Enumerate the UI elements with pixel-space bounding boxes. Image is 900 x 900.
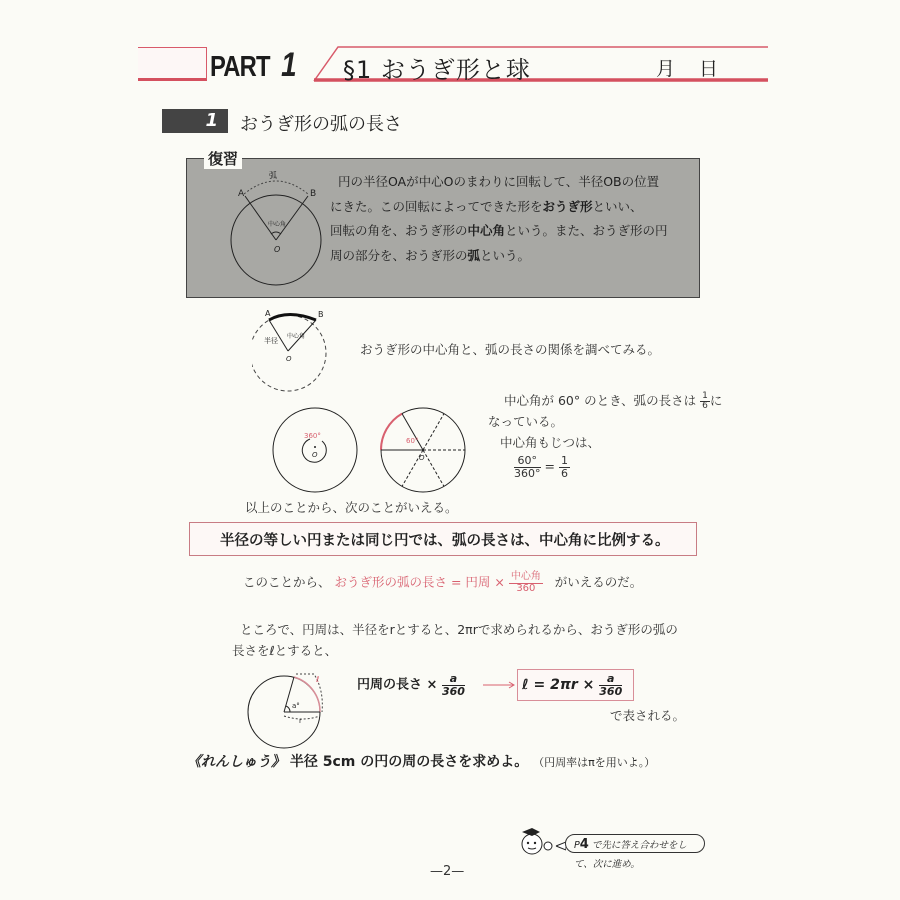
svg-text:A: A xyxy=(238,189,245,199)
svg-text:O: O xyxy=(286,355,292,363)
sector-definition-diagram xyxy=(226,166,326,296)
date-field: 月 日 xyxy=(656,58,719,80)
svg-text:中心角: 中心角 xyxy=(268,221,287,228)
review-tag: 復習 xyxy=(204,148,242,169)
note-line-3: 中心角もじつは、 xyxy=(500,435,601,451)
svg-text:r: r xyxy=(299,717,302,725)
svg-text:O: O xyxy=(419,454,425,462)
conclusion-intro: 以上のことから、次のことがいえる。 xyxy=(245,500,458,515)
part-label xyxy=(210,46,296,85)
eq-den: 360° xyxy=(514,466,541,480)
boxed-den: 360 xyxy=(599,684,623,698)
sixths-diagram xyxy=(378,405,468,495)
arc-length-diagram xyxy=(244,670,334,750)
term-arc: 弧 xyxy=(467,247,481,263)
review-line-4b: という。 xyxy=(480,247,531,263)
svg-text:B: B xyxy=(310,189,317,199)
part-number: 1 xyxy=(281,46,296,84)
note-frac-num: 1 xyxy=(702,390,708,401)
svg-text:弧: 弧 xyxy=(269,171,277,180)
para-line-2: 長さをℓとすると、 xyxy=(232,643,338,658)
svg-text:O: O xyxy=(274,245,281,254)
boxed-text: ℓ = 2πr × xyxy=(522,677,595,694)
lhs-den: 360 xyxy=(441,684,465,698)
arc-length-formula: おうぎ形の弧の長さ = 円周 × xyxy=(334,574,505,590)
hint-text: で先に答え合わせをして、次に進め。 xyxy=(574,840,687,870)
answer-check-hint xyxy=(565,834,705,870)
exercise-tag: 《れんしゅう》 xyxy=(187,754,285,770)
review-line-3a: 回転の角を、おうぎ形の xyxy=(330,223,468,238)
review-line-4a: 周の部分を、おうぎ形の xyxy=(330,247,468,263)
circumference-times-ratio xyxy=(357,673,465,697)
eq-rnum: 1 xyxy=(560,454,568,468)
derivation-paragraph xyxy=(232,619,678,661)
section-number-badge: 1 xyxy=(162,109,228,133)
svg-text:B: B xyxy=(318,310,324,319)
svg-text:O: O xyxy=(312,451,318,459)
formula-frac-num: 中心角 xyxy=(510,571,541,582)
hint-page: 4 xyxy=(579,837,589,852)
explore-intro: おうぎ形の中心角と、弧の長さの関係を調べてみる。 xyxy=(360,342,661,357)
review-definition-text xyxy=(330,170,695,268)
review-line-2b: といい、 xyxy=(592,198,643,214)
lhs-num: a xyxy=(442,673,465,686)
exercise xyxy=(187,751,655,771)
note-frac-den: 6 xyxy=(702,401,708,411)
section-title: §1 おうぎ形と球 xyxy=(343,56,531,84)
svg-text:半径: 半径 xyxy=(264,337,278,345)
note-line-2: なっている。 xyxy=(488,414,564,430)
hint-prefix: P xyxy=(574,840,580,851)
eq-equals: = xyxy=(544,458,555,474)
full-rotation-diagram xyxy=(270,405,360,495)
part-text: PART xyxy=(210,51,270,83)
svg-text:ℓ: ℓ xyxy=(316,675,320,684)
note-line-1: 中心角が 60° のとき、弧の長さは xyxy=(503,393,697,408)
review-line-3b: という。また、おうぎ形の円 xyxy=(505,223,668,238)
term-central-angle: 中心角 xyxy=(467,223,506,238)
review-line-1: 円の半径OAが中心Oのまわりに回転して、半径OBの位置 xyxy=(337,174,660,189)
derivation-formula xyxy=(243,572,642,594)
lhs-text: 円周の長さ × xyxy=(357,677,438,693)
exercise-note: （円周率はπを用いよ。） xyxy=(533,756,656,769)
derivation-suffix: がいえるのだ。 xyxy=(554,574,643,590)
para-line-1: ところで、円周は、半径をrとすると、2πrで求められるから、おうぎ形の弧の xyxy=(239,622,678,637)
note-line-1-end: に xyxy=(709,393,723,408)
header-left-box xyxy=(138,47,207,81)
svg-text:360°: 360° xyxy=(304,432,321,440)
boxed-formula xyxy=(522,673,622,697)
sector-dashed-diagram xyxy=(252,305,332,395)
formula-tail: で表される。 xyxy=(610,708,686,723)
derivation-prefix: このことから、 xyxy=(243,574,331,590)
mascot-icon xyxy=(516,826,566,858)
page-number: —2— xyxy=(430,864,465,879)
svg-text:中心角: 中心角 xyxy=(287,333,306,340)
svg-text:60°: 60° xyxy=(406,437,419,445)
arrow-icon xyxy=(483,680,517,690)
formula-frac-den: 360 xyxy=(516,582,536,594)
svg-text:A: A xyxy=(265,309,271,318)
term-sector: おうぎ形 xyxy=(542,198,593,214)
section-heading: おうぎ形の弧の長さ xyxy=(240,114,402,135)
eq-num: 60° xyxy=(514,455,541,468)
explore-note xyxy=(488,390,723,480)
exercise-question: 半径 5cm の円の周の長さを求めよ。 xyxy=(289,754,529,770)
boxed-num: a xyxy=(599,673,622,686)
proportionality-rule: 半径の等しい円または同じ円では、弧の長さは、中心角に比例する。 xyxy=(220,533,670,549)
eq-rden: 6 xyxy=(560,466,568,480)
review-line-2a: にきた。この回転によってできた形を xyxy=(330,198,543,214)
svg-text:a°: a° xyxy=(292,702,300,710)
